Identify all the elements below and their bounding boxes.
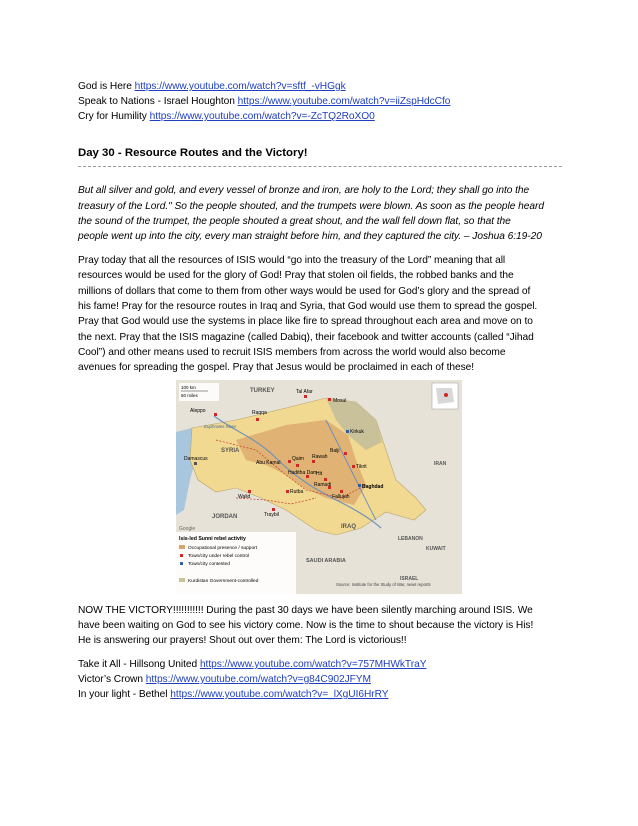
- map-source: Source: Institute for the Study of War, news reports: [336, 582, 431, 587]
- song-link[interactable]: https://www.youtube.com/watch?v=-ZcTQ2RoXO0: [149, 111, 375, 122]
- city-label: Ramadi: [314, 482, 332, 488]
- prayer-line: avenues for spreading the gospel. Pray that Jesus would be proclaimed in each of these!: [78, 362, 475, 373]
- google-watermark: Google: [179, 526, 196, 532]
- scripture-line: But all silver and gold, and every vessel of bronze and iron, are holy to the Lord; they shall go into the: [78, 185, 530, 196]
- city-label: Fallujah: [332, 494, 350, 500]
- song-link[interactable]: https://www.youtube.com/watch?v=sftf_-vHGgk: [134, 81, 346, 92]
- city-marker: [312, 460, 315, 463]
- country-label: SAUDI ARABIA: [306, 558, 346, 564]
- day-heading: Day 30 - Resource Routes and the Victory!: [78, 147, 308, 159]
- legend-label: Town/city contested: [188, 562, 230, 567]
- legend-title: Isis-led Sunni rebel activity: [179, 536, 246, 542]
- prayer-line: his fame! Pray for the resource routes in Iraq and Syria, that God would use them to spread the gospel.: [78, 301, 538, 312]
- city-label: Baghdad: [362, 484, 384, 490]
- song-line: [78, 657, 426, 672]
- city-marker: [296, 464, 299, 467]
- city-marker: [328, 398, 331, 401]
- legend-swatch: [180, 554, 183, 557]
- city-marker: [346, 430, 349, 433]
- song-title: Speak to Nations - Israel Houghton: [78, 96, 235, 107]
- song-link[interactable]: https://www.youtube.com/watch?v=iiZspHdcCfo: [237, 96, 451, 107]
- prayer-line: resources would be used for the glory of God! Pray that stolen oil fields, the robbed banks and the: [78, 270, 514, 281]
- isis-activity-map: [176, 380, 462, 594]
- pin-icon: [444, 393, 448, 397]
- city-marker: [286, 490, 289, 493]
- city-label: Rawah: [312, 454, 328, 460]
- song-line: [78, 79, 346, 94]
- prayer-line: Pray that God would use the systems in place like fire to spread throughout each area and move on to: [78, 316, 533, 327]
- prayer-line: the next. Pray that the ISIS magazine (called Dabiq), their facebook and twitter accounts (called “Jihad: [78, 332, 534, 343]
- city-label: Haditha Dam: [288, 470, 318, 476]
- city-marker: [248, 490, 251, 493]
- prayer-line: millions of dollars that come to them from other ways would be used for God’s glory and the spread of: [78, 286, 531, 297]
- song-line: [78, 672, 371, 687]
- song-title: Take it All - Hillsong United: [78, 659, 198, 670]
- song-title: In your light - Bethel: [78, 689, 168, 700]
- country-label: ISRAEL: [400, 576, 419, 582]
- city-marker: [256, 418, 259, 421]
- legend-swatch: [179, 578, 185, 582]
- heading-divider: [78, 166, 562, 167]
- prayer-line: Pray today that all the resources of ISIS would “go into the treasury of the Lord” meaning that all: [78, 255, 506, 266]
- scripture-line: people went up into the city, every man straight before him, and they captured the city. – Joshua 6:19-20: [78, 231, 542, 242]
- song-title: God is Here: [78, 81, 132, 92]
- city-label: Raqqa: [252, 410, 267, 416]
- victory-line: NOW THE VICTORY!!!!!!!!!!! During the past 30 days we have been silently marching around ISIS. We: [78, 605, 533, 616]
- city-label: Abu Kamal: [256, 460, 281, 466]
- city-marker: [352, 465, 355, 468]
- city-label: Aleppo: [190, 408, 206, 414]
- city-marker: [340, 490, 343, 493]
- legend-label: Kurdistan Government-controlled: [188, 579, 259, 584]
- river-label: Euphrates River: [204, 424, 237, 429]
- country-label: SYRIA: [221, 448, 240, 454]
- city-label: Baiji: [330, 448, 340, 454]
- city-label: Mosul: [333, 398, 347, 404]
- country-label: TURKEY: [250, 388, 275, 394]
- scale-km: 100 km: [181, 385, 196, 390]
- city-label: Rutba: [290, 489, 304, 495]
- city-marker: [194, 462, 197, 465]
- country-label: JORDAN: [212, 514, 238, 520]
- scripture-line: treasury of the Lord." So the people shouted, and the trumpets were blown. As soon as the people heard: [78, 201, 544, 212]
- song-link[interactable]: https://www.youtube.com/watch?v=g84C902JFYM: [145, 674, 371, 685]
- city-marker: [214, 413, 217, 416]
- song-title: Victor’s Crown: [78, 674, 143, 685]
- country-label: IRAQ: [341, 524, 356, 530]
- city-label: Traybil: [264, 512, 279, 518]
- city-label: Kirkuk: [350, 429, 364, 435]
- song-link[interactable]: https://www.youtube.com/watch?v=_lXgUI6HrRY: [170, 689, 389, 700]
- prayer-line: Cool”) and other means used to recruit ISIS members from across the world would also become: [78, 347, 506, 358]
- victory-line: He is answering our prayers! Shout out over them: The Lord is victorious!!: [78, 635, 407, 646]
- country-label: KUWAIT: [426, 546, 446, 552]
- song-line: [78, 687, 389, 702]
- scripture-line: the sound of the trumpet, the people shouted a great shout, and the wall fell down flat, so that the: [78, 216, 511, 227]
- country-label: LEBANON: [398, 536, 423, 542]
- song-line: [78, 109, 375, 124]
- city-label: Tal Afar: [296, 389, 313, 395]
- city-marker: [288, 460, 291, 463]
- country-label: IRAN: [434, 461, 447, 467]
- victory-line: have been waiting on God to see his victory come. Now is the time to shout because the victory is His!: [78, 620, 534, 631]
- legend-swatch: [179, 545, 185, 549]
- city-label: Walid: [238, 494, 251, 500]
- city-marker: [304, 395, 307, 398]
- city-marker: [324, 478, 327, 481]
- legend-label: Occupational presence / support: [188, 546, 258, 551]
- city-marker: [358, 484, 361, 487]
- legend-swatch: [180, 562, 183, 565]
- scale-miles: 50 miles: [181, 393, 198, 398]
- city-label: Damascus: [184, 456, 208, 462]
- song-line: [78, 94, 450, 109]
- city-marker: [272, 508, 275, 511]
- city-label: Qaim: [292, 456, 304, 462]
- city-label: Tikrit: [356, 464, 367, 470]
- legend-label: Town/city under rebel control: [188, 554, 250, 559]
- city-label: Hit: [316, 471, 323, 477]
- song-title: Cry for Humility: [78, 111, 147, 122]
- city-marker: [344, 452, 347, 455]
- song-link[interactable]: https://www.youtube.com/watch?v=757MHWkTraY: [199, 659, 427, 670]
